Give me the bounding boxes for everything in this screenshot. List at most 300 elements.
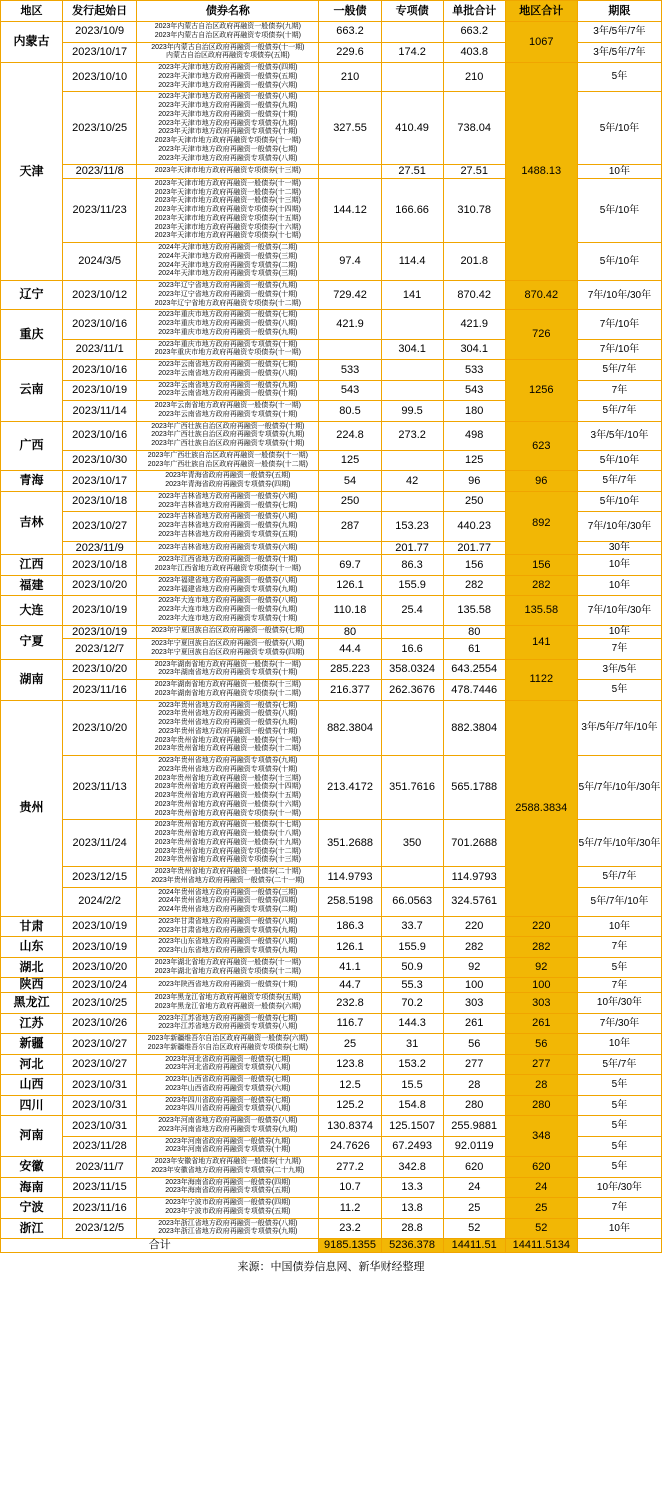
table-row <box>1 1054 662 1075</box>
issue-date-cell: 2023/10/27 <box>63 1034 137 1055</box>
general-bond-amount: 123.8 <box>319 1054 381 1075</box>
table-row <box>1 596 662 625</box>
issue-date-cell: 2023/10/19 <box>63 380 137 401</box>
general-bond-amount: 144.12 <box>319 178 381 242</box>
region-total-amount: 261 <box>505 1013 577 1034</box>
table-row <box>1 1075 662 1096</box>
issue-date-cell: 2023/10/16 <box>63 360 137 381</box>
batch-total-amount: 498 <box>443 421 505 450</box>
region-cell: 内蒙古 <box>1 22 63 63</box>
bond-name-line: 2023年贵州省地方政府再融资一般债券(十一期) <box>154 736 301 744</box>
region-total-amount: 303 <box>505 993 577 1014</box>
bond-name-line: 2023年河南省地方政府再融资一般债券(八期) <box>158 1117 298 1125</box>
general-bond-amount: 229.6 <box>319 42 381 63</box>
region-cell: 河南 <box>1 1116 63 1157</box>
term-cell: 7年/10年/30年 <box>577 281 661 310</box>
bond-name-cell <box>137 596 319 625</box>
issue-date-cell: 2023/11/24 <box>63 820 137 867</box>
bond-name-line: 2023年河南省政府再融资一般债券(九期) <box>165 1137 291 1145</box>
bond-name-line: 2023年黑龙江省地方政府再融资专项债券(五期) <box>154 994 301 1002</box>
source-note: 来源：中国债券信息网、新华财经整理 <box>237 1260 425 1273</box>
table-row <box>1 471 662 492</box>
term-cell: 5年/7年 <box>577 471 661 492</box>
term-cell: 10年 <box>577 916 661 937</box>
batch-total-amount: 220 <box>443 916 505 937</box>
bond-name-line: 2023年山东省地方政府再融资专项债券(九期) <box>158 947 298 955</box>
region-total-amount: 56 <box>505 1034 577 1055</box>
bond-name-cell <box>137 1054 319 1075</box>
bond-name-line: 2023年云南省地方政府再融资专项债券(十期) <box>158 410 298 418</box>
bond-name-cell <box>137 1013 319 1034</box>
bond-name-line: 2023年天津市地方政府再融资一般债券(九期) <box>158 102 298 109</box>
bond-name-line: 2023年辽宁省地方政府再融资一般债券(十期) <box>158 290 298 298</box>
bond-name-cell <box>137 42 319 63</box>
issue-date-cell: 2023/10/20 <box>63 700 137 756</box>
table-row <box>1 1116 662 1137</box>
special-bond-amount: 33.7 <box>381 916 443 937</box>
special-bond-amount: 50.9 <box>381 957 443 978</box>
region-total-amount: 24 <box>505 1177 577 1198</box>
bond-name-line: 内蒙古自治区政府再融资专项债券(五期) <box>166 52 290 60</box>
region-cell: 山西 <box>1 1075 63 1096</box>
batch-total-amount: 280 <box>443 1095 505 1116</box>
bond-name-line: 2023年云南省地方政府再融资一般债券(十一期) <box>154 402 301 410</box>
region-total-amount: 100 <box>505 978 577 993</box>
bond-name-line: 2023年天津市地方政府再融资一般债券(五期) <box>158 72 298 80</box>
special-bond-amount <box>381 360 443 381</box>
region-cell: 湖北 <box>1 957 63 978</box>
bond-name-cell <box>137 867 319 888</box>
table-row <box>1 491 662 512</box>
bond-name-line: 2023年天津市地方政府再融资专项债券(十五期) <box>154 214 301 222</box>
bond-name-cell <box>137 360 319 381</box>
term-cell: 5年/7年/10年/30年 <box>577 756 661 820</box>
general-bond-amount: 44.4 <box>319 639 381 660</box>
header-issue-date: 发行起始日 <box>63 1 137 22</box>
region-total-amount: 282 <box>505 937 577 958</box>
special-bond-amount <box>381 22 443 43</box>
issue-date-cell: 2023/10/17 <box>63 42 137 63</box>
region-total-amount: 280 <box>505 1095 577 1116</box>
table-row <box>1 659 662 680</box>
batch-total-amount: 870.42 <box>443 281 505 310</box>
region-total-amount: 28 <box>505 1075 577 1096</box>
bond-name-line: 2023年吉林省地方政府再融资专项债券(六期) <box>158 543 298 551</box>
batch-total-amount: 701.2688 <box>443 820 505 867</box>
general-bond-amount: 23.2 <box>319 1218 381 1239</box>
general-bond-amount: 285.223 <box>319 659 381 680</box>
special-bond-amount <box>381 625 443 639</box>
term-cell: 7年/10年/30年 <box>577 512 661 541</box>
general-bond-amount: 277.2 <box>319 1157 381 1178</box>
region-total-amount: 2588.3834 <box>505 700 577 916</box>
general-bond-amount: 186.3 <box>319 916 381 937</box>
table-row <box>1 993 662 1014</box>
general-bond-amount: 258.5198 <box>319 887 381 916</box>
issue-date-cell: 2023/10/17 <box>63 471 137 492</box>
special-bond-amount: 55.3 <box>381 978 443 993</box>
general-bond-amount: 41.1 <box>319 957 381 978</box>
region-total-amount: 1256 <box>505 360 577 422</box>
batch-total-amount: 440.23 <box>443 512 505 541</box>
bond-name-cell <box>137 625 319 639</box>
general-bond-amount: 543 <box>319 380 381 401</box>
region-total-amount: 1122 <box>505 659 577 700</box>
header-special-bond: 专项债 <box>381 1 443 22</box>
bond-name-line: 2023年甘肃省地方政府再融资一般债券(八期) <box>158 917 298 925</box>
special-bond-amount: 304.1 <box>381 339 443 360</box>
batch-total-amount: 114.9793 <box>443 867 505 888</box>
bond-name-line: 2024年天津市地方政府再融资一般债券(二期) <box>158 244 298 252</box>
issue-date-cell: 2023/10/25 <box>63 993 137 1014</box>
bond-name-cell <box>137 92 319 165</box>
term-cell: 5年 <box>577 1075 661 1096</box>
table-row <box>1 916 662 937</box>
issue-date-cell: 2023/10/31 <box>63 1075 137 1096</box>
issue-date-cell: 2023/10/19 <box>63 596 137 625</box>
bond-name-cell <box>137 820 319 867</box>
special-bond-amount: 16.6 <box>381 639 443 660</box>
bond-name-line: 2023年天津市地方政府再融资一般债券(六期) <box>158 81 298 89</box>
bond-name-line: 2023年海南省政府再融资一般债券(四期) <box>165 1178 291 1186</box>
bond-name-line: 2023年贵州省地方政府再融资专项债券(九期) <box>158 757 298 765</box>
batch-total-amount: 80 <box>443 625 505 639</box>
bond-name-line: 2023年安徽省地方政府再融资一般债券(十九期) <box>154 1158 301 1166</box>
batch-total-amount: 304.1 <box>443 339 505 360</box>
term-cell: 10年 <box>577 1034 661 1055</box>
term-cell: 10年 <box>577 165 661 179</box>
header-batch-total: 单批合计 <box>443 1 505 22</box>
term-cell: 5年 <box>577 1136 661 1157</box>
general-bond-amount: 54 <box>319 471 381 492</box>
general-bond-amount: 882.3804 <box>319 700 381 756</box>
bond-name-cell <box>137 339 319 360</box>
bond-name-cell <box>137 916 319 937</box>
bond-name-line: 2023年贵州省地方政府再融资一般债券(十六期) <box>154 800 301 808</box>
issue-date-cell: 2023/10/19 <box>63 916 137 937</box>
region-total-amount: 277 <box>505 1054 577 1075</box>
bond-name-line: 2023年陕西省地方政府再融资一般债券(十期) <box>158 980 298 988</box>
bond-name-line: 2023年重庆市地方政府再融资一般债券(九期) <box>158 328 298 336</box>
general-bond-amount: 729.42 <box>319 281 381 310</box>
general-bond-amount <box>319 541 381 555</box>
general-bond-amount: 110.18 <box>319 596 381 625</box>
table-row <box>1 937 662 958</box>
general-bond-amount: 25 <box>319 1034 381 1055</box>
header-bond-name: 债券名称 <box>137 1 319 22</box>
bond-name-line: 2023年福建省地方政府再融资专项债券(九期) <box>158 585 298 593</box>
bond-name-line: 2023年贵州省地方政府再融资一般债券(七期) <box>158 701 298 709</box>
bond-name-line: 2023年天津市地方政府再融资一般债券(十二期) <box>154 188 301 196</box>
issue-date-cell: 2023/10/9 <box>63 22 137 43</box>
bond-name-cell <box>137 22 319 43</box>
bond-name-cell <box>137 1075 319 1096</box>
bond-name-cell <box>137 993 319 1014</box>
bond-name-cell <box>137 639 319 660</box>
issue-date-cell: 2023/11/15 <box>63 1177 137 1198</box>
term-cell: 7年 <box>577 978 661 993</box>
bond-name-line: 2023年天津市地方政府再融资一般债券(七期) <box>158 145 298 153</box>
batch-total-amount: 135.58 <box>443 596 505 625</box>
special-bond-amount: 155.9 <box>381 937 443 958</box>
bond-name-cell <box>137 555 319 576</box>
region-total-amount: 1488.13 <box>505 63 577 281</box>
batch-total-amount: 100 <box>443 978 505 993</box>
term-cell: 5年/7年/10年/30年 <box>577 820 661 867</box>
table-row <box>1 22 662 43</box>
table-row <box>1 1198 662 1219</box>
bond-name-line: 2023年甘肃省地方政府再融资专项债券(九期) <box>158 926 298 934</box>
footer-term-empty <box>577 1239 661 1253</box>
issue-date-cell: 2023/11/9 <box>63 541 137 555</box>
batch-total-amount: 125 <box>443 450 505 471</box>
bond-name-line: 2023年湖南省地方政府再融资专项债券(十期) <box>158 669 298 677</box>
region-cell: 新疆 <box>1 1034 63 1055</box>
batch-total-amount: 96 <box>443 471 505 492</box>
term-cell: 3年/5年/7年 <box>577 22 661 43</box>
batch-total-amount: 543 <box>443 380 505 401</box>
general-bond-amount: 80 <box>319 625 381 639</box>
table-row <box>1 1177 662 1198</box>
general-bond-amount: 125 <box>319 450 381 471</box>
region-cell: 云南 <box>1 360 63 422</box>
region-cell: 青海 <box>1 471 63 492</box>
term-cell: 3年/5年/10年 <box>577 421 661 450</box>
batch-total-amount: 201.8 <box>443 243 505 281</box>
region-total-amount: 870.42 <box>505 281 577 310</box>
bond-name-line: 2023年贵州省地方政府再融资一般债券(十期) <box>158 727 298 735</box>
region-total-amount: 282 <box>505 575 577 596</box>
special-bond-amount: 114.4 <box>381 243 443 281</box>
bond-name-line: 2023年山西省政府再融资一般债券(七期) <box>165 1076 291 1084</box>
term-cell: 10年 <box>577 575 661 596</box>
table-row <box>1 957 662 978</box>
bond-name-line: 2023年海南省政府再融资专项债券(五期) <box>165 1187 291 1195</box>
issue-date-cell: 2023/11/1 <box>63 339 137 360</box>
term-cell: 10年/30年 <box>577 1177 661 1198</box>
term-cell: 5年/7年 <box>577 401 661 422</box>
batch-total-amount: 92.0119 <box>443 1136 505 1157</box>
bond-name-cell <box>137 310 319 339</box>
issue-date-cell: 2023/12/15 <box>63 867 137 888</box>
general-bond-amount: 69.7 <box>319 555 381 576</box>
region-total-amount: 156 <box>505 555 577 576</box>
batch-total-amount: 92 <box>443 957 505 978</box>
table-row <box>1 1034 662 1055</box>
special-bond-amount: 99.5 <box>381 401 443 422</box>
header-region-total: 地区合计 <box>505 1 577 22</box>
bond-name-cell <box>137 165 319 179</box>
term-cell: 5年/7年 <box>577 1054 661 1075</box>
bond-name-line: 2023年天津市地方政府再融资一般债券(八期) <box>158 93 298 101</box>
batch-total-amount: 310.78 <box>443 178 505 242</box>
bond-name-line: 2023年宁波市政府再融资专项债券(五期) <box>165 1207 291 1215</box>
bond-name-line: 2023年贵州省地方政府再融资专项债券(十三期) <box>154 856 301 864</box>
bond-name-cell <box>137 1177 319 1198</box>
region-total-amount: 92 <box>505 957 577 978</box>
batch-total-amount: 533 <box>443 360 505 381</box>
bond-name-line: 2023年吉林省地方政府再融资一般债券(七期) <box>158 501 298 509</box>
special-bond-amount: 125.1507 <box>381 1116 443 1137</box>
term-cell: 5年 <box>577 63 661 92</box>
bond-name-line: 2023年四川省政府再融资专项债券(八期) <box>165 1105 291 1113</box>
bond-name-line: 2023年天津市地方政府再融资专项债券(十三期) <box>154 167 301 175</box>
bond-name-line: 2023年浙江省地方政府再融资一般债券(八期) <box>158 1219 298 1227</box>
batch-total-amount: 565.1788 <box>443 756 505 820</box>
general-bond-amount <box>319 339 381 360</box>
issue-date-cell: 2023/10/16 <box>63 421 137 450</box>
bond-name-line: 2023年贵州省地方政府再融资一般债券(二十期) <box>154 868 301 876</box>
general-bond-amount: 10.7 <box>319 1177 381 1198</box>
bond-name-line: 2023年天津市地方政府再融资专项债券(九期) <box>158 119 298 127</box>
bond-name-line: 2023年贵州省地方政府再融资专项债券(十二期) <box>154 847 301 855</box>
issue-date-cell: 2023/11/23 <box>63 178 137 242</box>
region-cell: 贵州 <box>1 700 63 916</box>
bond-name-line: 2023年重庆市地方政府再融资一般债券(七期) <box>158 311 298 319</box>
bond-name-line: 2023年云南省地方政府再融资一般债券(十期) <box>158 390 298 398</box>
bond-name-line: 2023年福建省地方政府再融资一般债券(八期) <box>158 576 298 584</box>
region-total-amount: 726 <box>505 310 577 360</box>
term-cell: 5年 <box>577 1157 661 1178</box>
term-cell: 10年 <box>577 1218 661 1239</box>
term-cell: 7年 <box>577 639 661 660</box>
general-bond-amount: 125.2 <box>319 1095 381 1116</box>
term-cell: 5年/10年 <box>577 243 661 281</box>
term-cell: 3年/5年 <box>577 659 661 680</box>
bond-name-line: 2023年吉林省地方政府再融资一般债券(九期) <box>158 522 298 530</box>
footer-region-total: 14411.5134 <box>505 1239 577 1253</box>
bond-name-cell <box>137 1095 319 1116</box>
bond-name-line: 2023年天津市地方政府再融资专项债券(十六期) <box>154 223 301 231</box>
region-cell: 天津 <box>1 63 63 281</box>
issue-date-cell: 2023/11/13 <box>63 756 137 820</box>
general-bond-amount <box>319 165 381 179</box>
term-cell: 7年/30年 <box>577 1013 661 1034</box>
bond-name-line: 2023年天津市地方政府再融资一般债券(十期) <box>158 110 298 118</box>
special-bond-amount: 154.8 <box>381 1095 443 1116</box>
batch-total-amount: 28 <box>443 1075 505 1096</box>
region-cell: 湖南 <box>1 659 63 700</box>
special-bond-amount: 273.2 <box>381 421 443 450</box>
term-cell: 7年 <box>577 380 661 401</box>
table-header <box>1 1 662 22</box>
special-bond-amount: 201.77 <box>381 541 443 555</box>
special-bond-amount: 15.5 <box>381 1075 443 1096</box>
bond-name-line: 2023年贵州省地方政府再融资一般债券(十二期) <box>154 745 301 753</box>
bond-name-line: 2023年贵州省地方政府再融资一般债券(十八期) <box>154 830 301 838</box>
bond-name-line: 2023年江苏省地方政府再融资专项债券(八期) <box>158 1023 298 1031</box>
special-bond-amount: 27.51 <box>381 165 443 179</box>
bond-name-line: 2023年内蒙古自治区政府再融资一般债券(十一期) <box>151 43 305 51</box>
table-row <box>1 555 662 576</box>
term-cell: 7年 <box>577 937 661 958</box>
special-bond-amount <box>381 380 443 401</box>
region-cell: 吉林 <box>1 491 63 554</box>
table-row <box>1 310 662 339</box>
special-bond-amount: 358.0324 <box>381 659 443 680</box>
term-cell: 5年/10年 <box>577 178 661 242</box>
bond-name-line: 2023年重庆市地方政府再融资一般债券(八期) <box>158 320 298 328</box>
bond-name-line: 2023年云南省地方政府再融资一般债券(八期) <box>158 369 298 377</box>
batch-total-amount: 255.9881 <box>443 1116 505 1137</box>
region-total-amount: 96 <box>505 471 577 492</box>
bond-name-line: 2023年吉林省地方政府再融资一般债券(六期) <box>158 492 298 500</box>
batch-total-amount: 261 <box>443 1013 505 1034</box>
bond-name-line: 2023年广西壮族自治区政府再融资专项债券(十期) <box>151 440 305 448</box>
general-bond-amount: 116.7 <box>319 1013 381 1034</box>
bond-name-cell <box>137 380 319 401</box>
bond-name-line: 2024年天津市地方政府再融资一般债券(三期) <box>158 252 298 260</box>
term-cell: 3年/5年/7年 <box>577 42 661 63</box>
region-cell: 江西 <box>1 555 63 576</box>
header-general-bond: 一般债 <box>319 1 381 22</box>
special-bond-amount: 70.2 <box>381 993 443 1014</box>
general-bond-amount: 351.2688 <box>319 820 381 867</box>
general-bond-amount: 232.8 <box>319 993 381 1014</box>
bond-name-line: 2023年贵州省地方政府再融资一般债券(十五期) <box>154 792 301 800</box>
general-bond-amount: 11.2 <box>319 1198 381 1219</box>
footer-label: 合计 <box>1 1239 319 1253</box>
bond-name-line: 2023年河北省政府再融资专项债券(八期) <box>165 1064 291 1072</box>
batch-total-amount: 25 <box>443 1198 505 1219</box>
bond-name-cell <box>137 281 319 310</box>
batch-total-amount: 324.5761 <box>443 887 505 916</box>
bond-name-line: 2023年黑龙江省地方政府再融资一般债券(六期) <box>154 1002 301 1010</box>
bond-name-line: 2023年贵州省地方政府再融资一般债券(二十一期) <box>151 876 305 884</box>
issue-date-cell: 2023/10/31 <box>63 1095 137 1116</box>
issue-date-cell: 2024/3/5 <box>63 243 137 281</box>
special-bond-amount: 144.3 <box>381 1013 443 1034</box>
issue-date-cell: 2023/11/16 <box>63 680 137 701</box>
bond-name-cell <box>137 491 319 512</box>
batch-total-amount: 27.51 <box>443 165 505 179</box>
general-bond-amount: 126.1 <box>319 575 381 596</box>
bond-name-cell <box>137 937 319 958</box>
region-total-amount: 623 <box>505 421 577 471</box>
bond-name-line: 2023年辽宁省地方政府再融资专项债券(十二期) <box>154 299 301 307</box>
region-cell: 福建 <box>1 575 63 596</box>
term-cell: 5年 <box>577 1095 661 1116</box>
footer-special-total: 5236.378 <box>381 1239 443 1253</box>
bond-name-line: 2023年安徽省地方政府再融资专项债券(二十九期) <box>151 1166 305 1174</box>
issue-date-cell: 2023/10/19 <box>63 937 137 958</box>
region-cell: 海南 <box>1 1177 63 1198</box>
bond-name-line: 2023年江苏省地方政府再融资一般债券(七期) <box>158 1014 298 1022</box>
issue-date-cell: 2024/2/2 <box>63 887 137 916</box>
term-cell: 10年 <box>577 625 661 639</box>
region-total-amount: 620 <box>505 1157 577 1178</box>
special-bond-amount: 350 <box>381 820 443 867</box>
batch-total-amount: 421.9 <box>443 310 505 339</box>
bond-name-line: 2023年河南省地方政府再融资专项债券(九期) <box>158 1125 298 1133</box>
issue-date-cell: 2023/12/5 <box>63 1218 137 1239</box>
special-bond-amount: 174.2 <box>381 42 443 63</box>
bond-name-line: 2023年贵州省地方政府再融资一般债券(十七期) <box>154 821 301 829</box>
region-total-amount: 348 <box>505 1116 577 1157</box>
table-row <box>1 1218 662 1239</box>
bond-name-line: 2023年吉林省地方政府再融资一般债券(八期) <box>158 513 298 521</box>
bond-name-line: 2023年江西省地方政府再融资专项债券(十一期) <box>154 565 301 573</box>
bond-name-cell <box>137 1198 319 1219</box>
footer-batch-total: 14411.51 <box>443 1239 505 1253</box>
region-cell: 陕西 <box>1 978 63 993</box>
bond-name-line: 2024年天津市地方政府再融资专项债券(三期) <box>158 270 298 278</box>
bond-name-cell <box>137 700 319 756</box>
bond-name-line: 2023年云南省地方政府再融资一般债券(七期) <box>158 361 298 369</box>
bond-name-line: 2023年天津市地方政府再融资一般债券(十三期) <box>154 197 301 205</box>
region-cell: 黑龙江 <box>1 993 63 1014</box>
bond-name-line: 2023年大连市地方政府再融资一般债券(八期) <box>158 597 298 605</box>
